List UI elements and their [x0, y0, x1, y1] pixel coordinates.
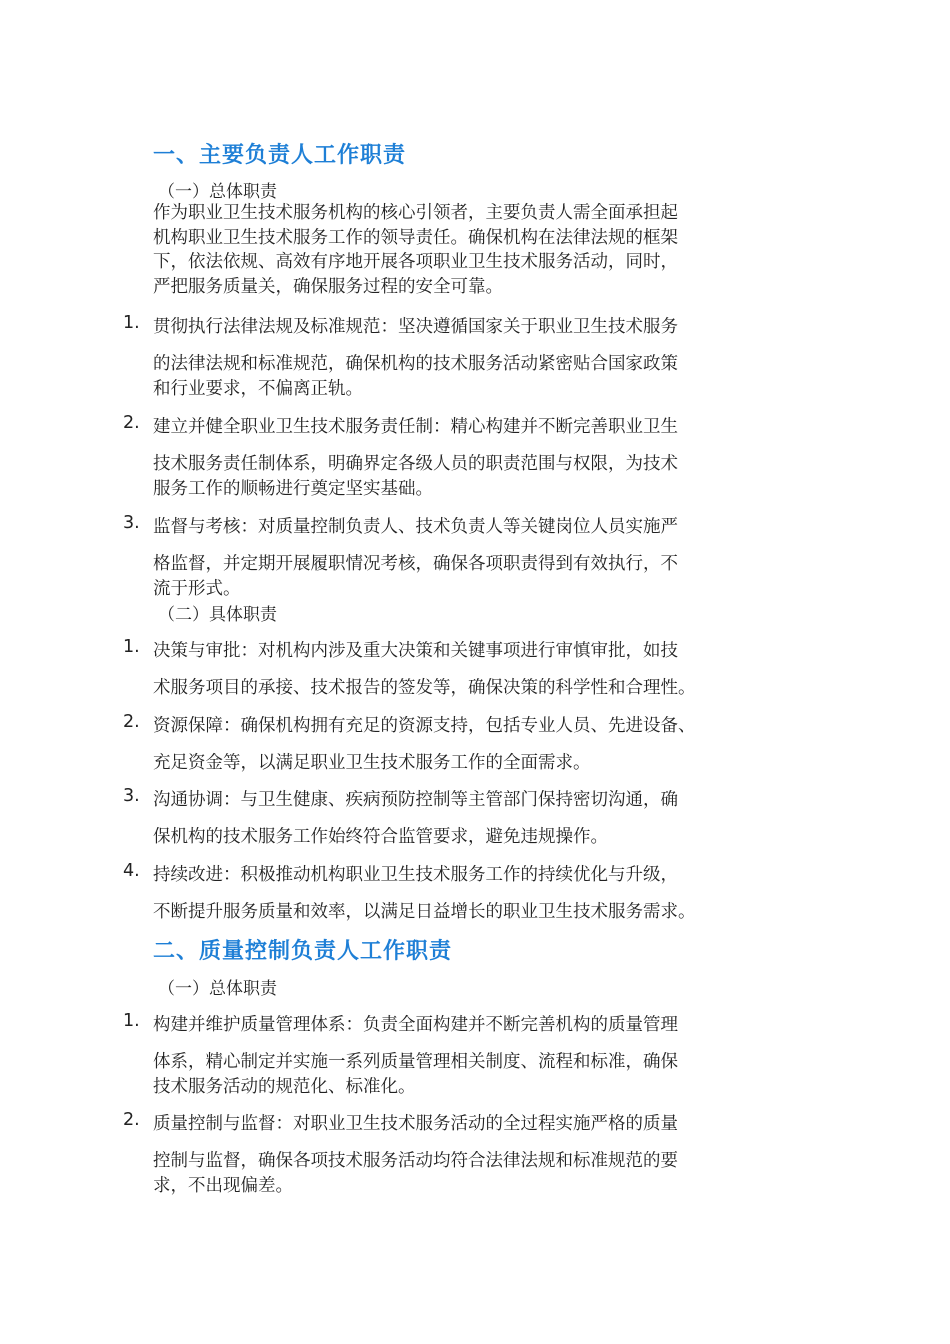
list-item-line: 和行业要求，不偏离正轨。 — [153, 379, 363, 399]
list-number: 2. — [123, 712, 140, 732]
paragraph-line: 机构职业卫生技术服务工作的领导责任。确保机构在法律法规的框架 — [153, 227, 678, 248]
list-item-line: 沟通协调：与卫生健康、疾病预防控制等主管部门保持密切沟通，确 — [153, 790, 678, 810]
list-item-line: 贯彻执行法律法规及标准规范：坚决遵循国家关于职业卫生技术服务 — [153, 317, 678, 337]
list-item-line: 服务工作的顺畅进行奠定坚实基础。 — [153, 479, 433, 499]
list-item-line: 充足资金等，以满足职业卫生技术服务工作的全面需求。 — [153, 753, 591, 773]
list-item-line: 体系，精心制定并实施一系列质量管理相关制度、流程和标准，确保 — [153, 1052, 678, 1072]
list-item-line: 流于形式。 — [153, 579, 241, 599]
section-1-heading: 一、主要负责人工作职责 — [153, 143, 407, 168]
list-number: 3. — [123, 513, 140, 533]
section-2-heading: 二、质量控制负责人工作职责 — [153, 939, 453, 964]
list-item-line: 持续改进：积极推动机构职业卫生技术服务工作的持续优化与升级， — [153, 865, 678, 885]
list-item-line: 不断提升服务质量和效率，以满足日益增长的职业卫生技术服务需求。 — [153, 902, 696, 922]
section-2-subheading-general: （一）总体职责 — [158, 979, 277, 999]
list-item-line: 建立并健全职业卫生技术服务责任制：精心构建并不断完善职业卫生 — [153, 417, 678, 437]
paragraph-line: 下，依法依规、高效有序地开展各项职业卫生技术服务活动，同时， — [153, 252, 678, 272]
list-number: 2. — [123, 1110, 140, 1130]
list-item-line: 构建并维护质量管理体系：负责全面构建并不断完善机构的质量管理 — [153, 1015, 678, 1035]
section-1-intro-paragraph — [153, 201, 813, 299]
section-1-subheading-specific: （二）具体职责 — [158, 605, 277, 625]
list-item-line: 的法律法规和标准规范，确保机构的技术服务活动紧密贴合国家政策 — [153, 354, 678, 374]
list-number: 1. — [123, 1011, 140, 1031]
paragraph-line: 作为职业卫生技术服务机构的核心引领者，主要负责人需全面承担起 — [153, 203, 678, 223]
section-1-subheading-general: （一）总体职责 — [158, 182, 277, 202]
list-item-line: 格监督，并定期开展履职情况考核，确保各项职责得到有效执行，不 — [153, 554, 678, 574]
list-number: 3. — [123, 786, 140, 806]
list-number: 1. — [123, 313, 140, 333]
list-number: 2. — [123, 413, 140, 433]
list-item-line: 资源保障：确保机构拥有充足的资源支持，包括专业人员、先进设备、 — [153, 716, 696, 736]
list-item-line: 决策与审批：对机构内涉及重大决策和关键事项进行审慎审批，如技 — [153, 641, 678, 661]
list-item-line: 术服务项目的承接、技术报告的签发等，确保决策的科学性和合理性。 — [153, 678, 696, 698]
list-item-line: 监督与考核：对质量控制负责人、技术负责人等关键岗位人员实施严 — [153, 517, 678, 537]
list-number: 4. — [123, 861, 140, 881]
paragraph-line: 严把服务质量关，确保服务过程的安全可靠。 — [153, 276, 503, 297]
list-item-line: 技术服务活动的规范化、标准化。 — [153, 1077, 416, 1097]
list-item-line: 控制与监督，确保各项技术服务活动均符合法律法规和标准规范的要 — [153, 1151, 678, 1171]
list-item-line: 求，不出现偏差。 — [153, 1176, 293, 1196]
list-item-line: 技术服务责任制体系，明确界定各级人员的职责范围与权限，为技术 — [153, 454, 678, 474]
list-item-line: 质量控制与监督：对职业卫生技术服务活动的全过程实施严格的质量 — [153, 1114, 678, 1134]
list-number: 1. — [123, 637, 140, 657]
list-item-line: 保机构的技术服务工作始终符合监管要求，避免违规操作。 — [153, 827, 608, 847]
